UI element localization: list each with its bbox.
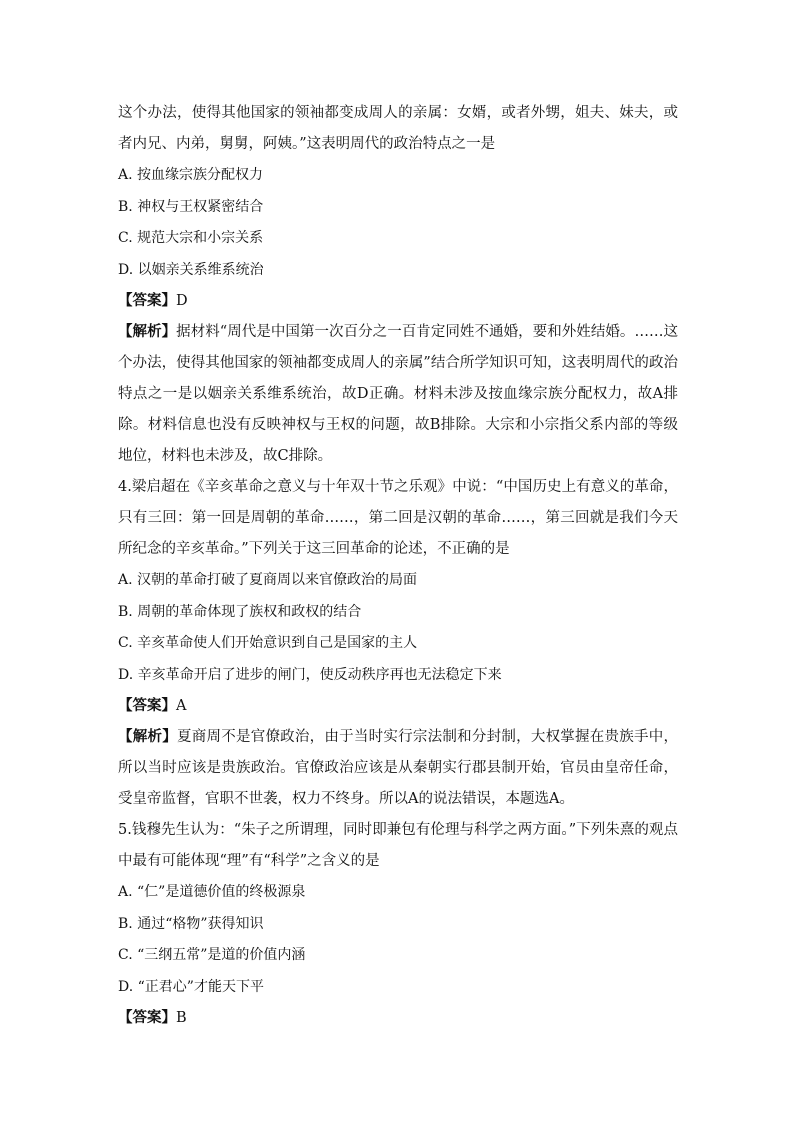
question-3-stem-continued: 这个办法，使得其他国家的领袖都变成周人的亲属：女婿，或者外甥，姐夫、妹夫，或者内兄、内弟，舅舅，阿姨。”这表明周代的政治特点之一是 [118,105,678,152]
question-4-stem: 4.梁启超在《辛亥革命之意义与十年双十节之乐观》中说：“中国历史上有意义的革命，只有三回：第一回是周朝的革命……，第二回是汉朝的革命……，第三回就是我们今天所纪念的辛亥革命。”下列关于这三回革命的论述，不正确的是 [118,479,678,557]
question-5-stem: 5.钱穆先生认为：“朱子之所谓理，同时即兼包有伦理与科学之两方面。”下列朱熹的观点中最有可能体现“理”有“科学”之含义的是 [118,822,678,869]
analysis-label: 【解析】 [118,324,177,340]
question-4-analysis [118,722,678,815]
answer-label: 【答案】 [118,293,176,309]
question-4-answer [118,691,678,722]
question-3-answer [118,286,678,317]
question-3-option-b: B. 神权与王权紧密结合 [118,198,264,215]
question-5-option-c: C. “三纲五常”是道的价值内涵 [118,947,306,963]
question-5-option-a: A. “仁”是道德价值的终极源泉 [118,884,306,900]
answer-value: D [176,293,188,309]
question-3-option-a: A. 按血缘宗族分配权力 [118,167,264,183]
answer-label: 【答案】 [118,698,176,714]
question-4-option-c: C. 辛亥革命使人们开始意识到自己是国家的主人 [118,635,418,651]
question-4-option-d: D. 辛亥革命开启了进步的闸门，使反动秩序再也无法稳定下来 [118,666,502,683]
answer-value: B [176,1010,187,1026]
answer-label: 【答案】 [118,1010,176,1026]
question-3-option-c: C. 规范大宗和小宗关系 [118,230,264,246]
question-5-option-b: B. 通过“格物”获得知识 [118,915,264,932]
question-5-option-d: D. “正君心”才能天下平 [118,978,264,995]
analysis-label: 【解析】 [118,729,177,745]
page-content [118,98,678,1034]
question-4-option-a: A. 汉朝的革命打破了夏商周以来官僚政治的局面 [118,572,418,588]
question-4-option-b: B. 周朝的革命体现了族权和政权的结合 [118,603,362,620]
analysis-text: 据材料“周代是中国第一次百分之一百肯定同姓不通婚，要和外姓结婚。……这个办法，使得其他国家的领袖都变成周人的亲属”结合所学知识可知，这表明周代的政治特点之一是以姻亲关系维系统治，故D正确。材料未涉及按血缘宗族分配权力，故A排除。材料信息也没有反映神权与王权的问题，故B排除。大宗和小宗指父系内部的等级地位，材料也未涉及，故C排除。 [118,324,678,464]
question-5-answer [118,1003,678,1034]
answer-value: A [176,698,187,714]
question-3-analysis [118,317,678,472]
analysis-text: 夏商周不是官僚政治，由于当时实行宗法制和分封制，大权掌握在贵族手中，所以当时应该是贵族政治。官僚政治应该是从秦朝实行郡县制开始，官员由皇帝任命，受皇帝监督，官职不世袭，权力不终身。所以A的说法错误，本题选A。 [118,729,679,807]
question-3-option-d: D. 以姻亲关系维系统治 [118,261,264,278]
